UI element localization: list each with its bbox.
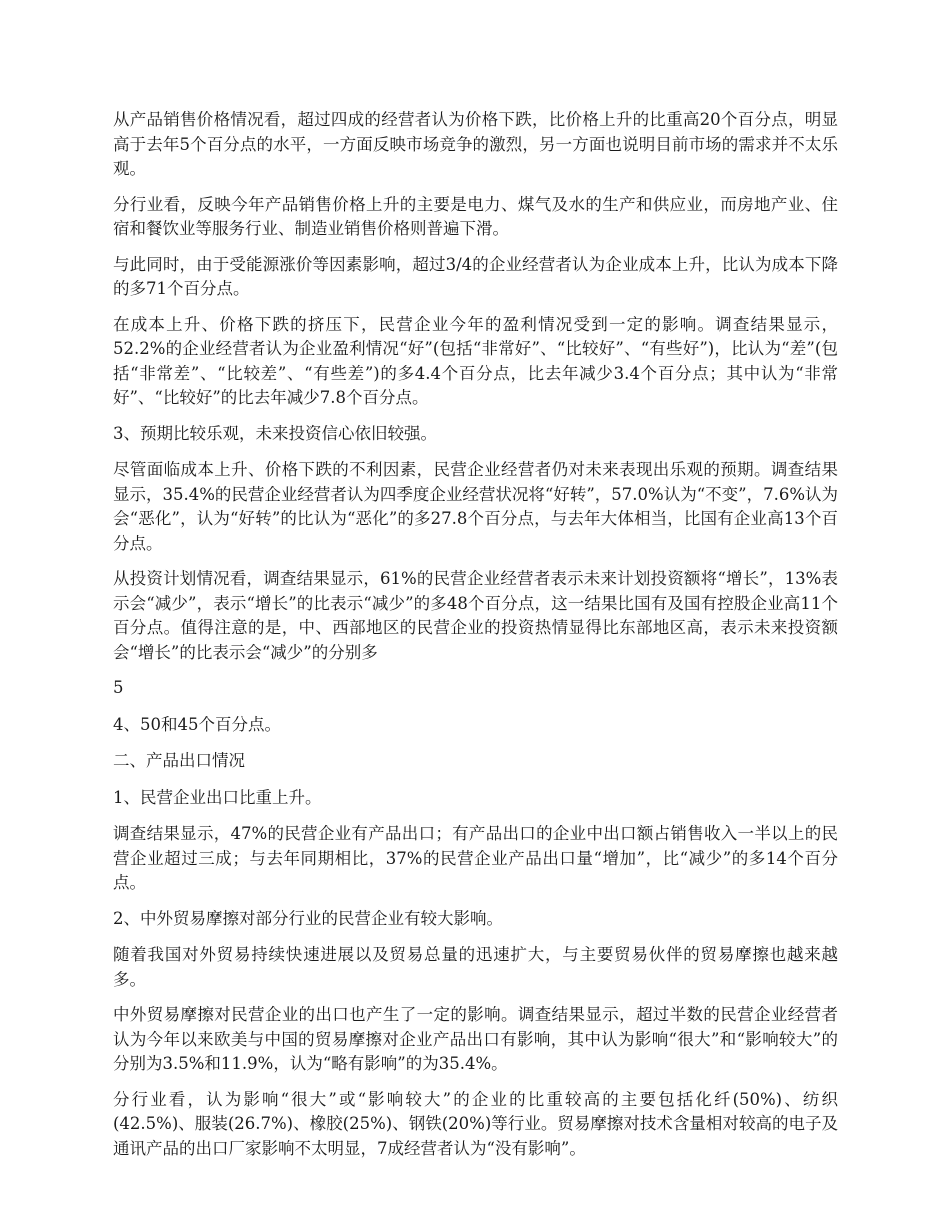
- paragraph-investment-plan: 从投资计划情况看，调查结果显示，61%的民营企业经营者表示未来计划投资额将“增长”，13%表示会“减少”，表示“增长”的比表示“减少”的多48个百分点，这一结果比国有及国有控股企业高11个百分点。值得注意的是，中、西部地区的民营企业的投资热情显得比东部地区高，表示未来投资额会“增长”的比表示会“减少”的分别多: [113, 569, 838, 662]
- paragraph-export-results: 调查结果显示，47%的民营企业有产品出口；有产品出口的企业中出口额占销售收入一半以上的民营企业超过三成；与去年同期相比，37%的民营企业产品出口量“增加”，比“减少”的多14个百分点。: [113, 824, 838, 892]
- paragraph-price-overview: 从产品销售价格情况看，超过四成的经营者认为价格下跌，比价格上升的比重高20个百分点，明显高于去年5个百分点的水平，一方面反映市场竞争的激烈，另一方面也说明目前市场的需求并不太乐观。: [113, 110, 838, 178]
- document-body: [113, 108, 838, 1172]
- section-heading-expectations: 3、预期比较乐观，未来投资信心依旧较强。: [113, 423, 437, 443]
- paragraph-friction-impact: 中外贸易摩擦对民营企业的出口也产生了一定的影响。调查结果显示，超过半数的民营企业经营者认为今年以来欧美与中国的贸易摩擦对企业产品出口有影响，其中认为影响“很大”和“影响较大”的分别为3.5%和11.9%，认为“略有影响”的为35.4%。: [113, 1005, 838, 1073]
- paragraph-regional-figures: 4、50和45个百分点。: [113, 714, 281, 734]
- paragraph-trade-growth: 随着我国对外贸易持续快速进展以及贸易总量的迅速扩大，与主要贸易伙伴的贸易摩擦也越来越多。: [113, 945, 838, 989]
- subheading-export-share: 1、民营企业出口比重上升。: [113, 787, 322, 807]
- paragraph-profit: 在成本上升、价格下跌的挤压下，民营企业今年的盈利情况受到一定的影响。调查结果显示，52.2%的企业经营者认为企业盈利情况“好”(包括“非常好”、“比较好”、“有些好”)，比认为“差”(包括“非常差”、“比较差”、“有些差”)的多4.4个百分点，比去年减少3.4个百分点；其中认为“非常好”、“比较好”的比去年减少7.8个百分点。: [113, 314, 838, 407]
- subheading-trade-friction: 2、中外贸易摩擦对部分行业的民营企业有较大影响。: [113, 908, 503, 928]
- paragraph-cost-rise: 与此同时，由于受能源涨价等因素影响，超过3/4的企业经营者认为企业成本上升，比认为成本下降的多71个百分点。: [113, 254, 838, 298]
- paragraph-industry-price: 分行业看，反映今年产品销售价格上升的主要是电力、煤气及水的生产和供应业，而房地产业、住宿和餐饮业等服务行业、制造业销售价格则普遍下滑。: [113, 194, 838, 238]
- section-heading-exports: 二、产品出口情况: [113, 751, 245, 770]
- paragraph-industry-impact: 分行业看，认为影响“很大”或“影响较大”的企业的比重较高的主要包括化纤(50%)、纺织(42.5%)、服装(26.7%)、橡胶(25%)、钢铁(20%)等行业。贸易摩擦对技术含量相对较高的电子及通讯产品的出口厂家影响不太明显，7成经营者认为“没有影响”。: [113, 1089, 838, 1158]
- page-number: 5: [113, 678, 124, 697]
- paragraph-outlook: 尽管面临成本上升、价格下跌的不利因素，民营企业经营者仍对未来表现出乐观的预期。调查结果显示，35.4%的民营企业经营者认为四季度企业经营状况将“好转”，57.0%认为“不变”，7.6%认为会“恶化”，认为“好转”的比认为“恶化”的多27.8个百分点，与去年大体相当，比国有企业高13个百分点。: [113, 460, 838, 553]
